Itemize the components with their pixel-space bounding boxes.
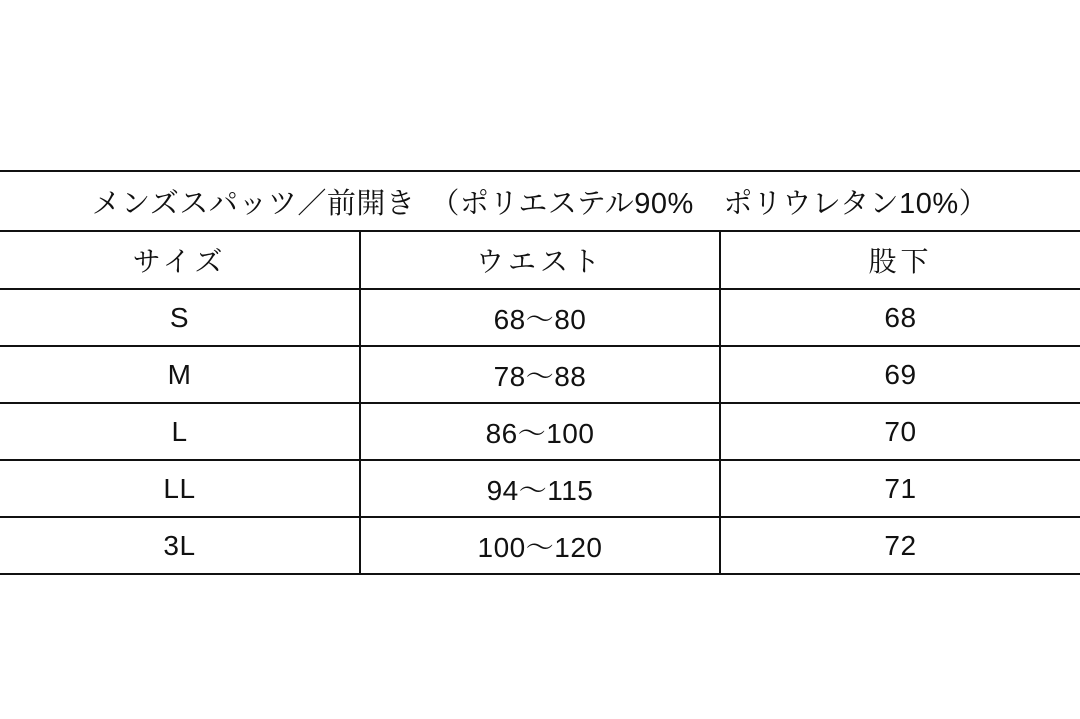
table-row [0,460,1080,517]
cell-waist: 78〜88 [360,346,720,403]
table-header-row [0,231,1080,289]
cell-inseam: 70 [720,403,1080,460]
size-chart-table [0,170,1080,575]
table-row [0,289,1080,346]
cell-inseam: 71 [720,460,1080,517]
table-row [0,346,1080,403]
table-title: メンズスパッツ／前開き （ポリエステル90% ポリウレタン10%） [0,171,1080,231]
cell-size: M [0,346,360,403]
cell-waist: 68〜80 [360,289,720,346]
cell-waist: 100〜120 [360,517,720,574]
column-header-waist: ウエスト [360,231,720,289]
table-title-row [0,171,1080,231]
cell-size: L [0,403,360,460]
cell-waist: 86〜100 [360,403,720,460]
table-row [0,403,1080,460]
table-row [0,517,1080,574]
cell-inseam: 69 [720,346,1080,403]
cell-size: S [0,289,360,346]
cell-inseam: 68 [720,289,1080,346]
cell-size: 3L [0,517,360,574]
column-header-inseam: 股下 [720,231,1080,289]
column-header-size: サイズ [0,231,360,289]
cell-size: LL [0,460,360,517]
cell-inseam: 72 [720,517,1080,574]
cell-waist: 94〜115 [360,460,720,517]
